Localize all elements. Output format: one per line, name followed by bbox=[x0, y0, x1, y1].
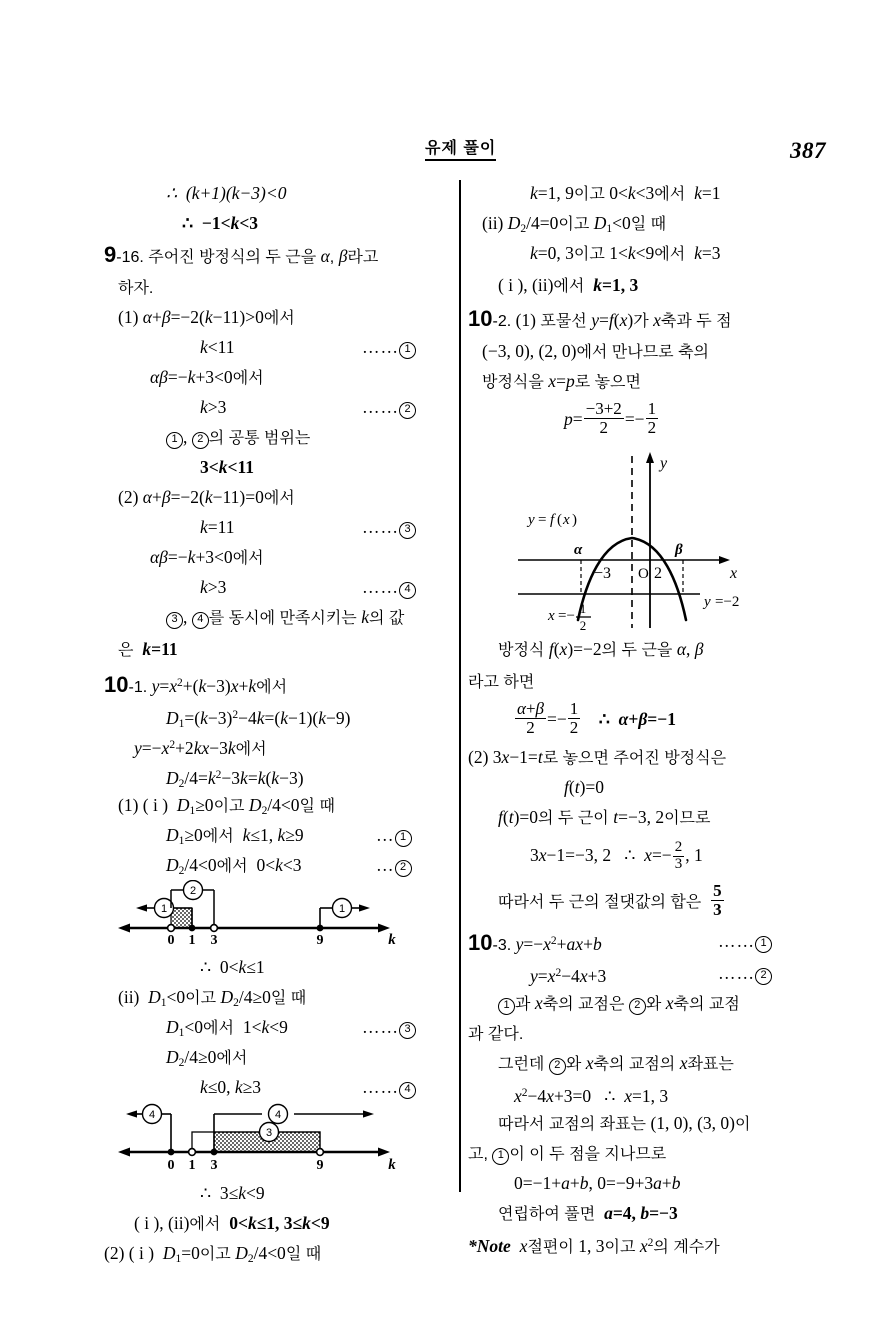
text-line: 고, 1 이 이 두 점을 지나므로 bbox=[468, 1146, 667, 1163]
svg-text:y: y bbox=[704, 594, 711, 610]
problem-heading-9-16: 9-16. 주어진 방정식의 두 근을 α, β라고 bbox=[104, 242, 379, 267]
equation-alpha-beta: $\frac{\alpha+\beta}{2}$ =− $\frac{1}{2}$ ∴ α+β=−1 bbox=[517, 699, 676, 737]
text-line: $y=x^2-4x+3$ …… 2 bbox=[468, 958, 820, 988]
text-line: 과 같다. bbox=[468, 1026, 524, 1043]
svg-text:β: β bbox=[675, 542, 683, 558]
text-line: k=0, 3이고 1<k<9에서 k=3 bbox=[530, 243, 721, 263]
text-line: $D_1=(k-3)^2-4k=(k-1)(k-9)$ bbox=[166, 708, 351, 730]
svg-text:α: α bbox=[574, 542, 583, 558]
numberline-case-ii bbox=[104, 1102, 454, 1178]
text-line: 따라서 두 근의 절댓값의 합은 $\frac{5}{3}$ bbox=[498, 881, 722, 919]
text-line: ∴ −1<k<3 bbox=[182, 213, 259, 233]
svg-text:1: 1 bbox=[188, 933, 196, 948]
equation-axis-p: p= $\frac{-3+2}{2}$ =− $\frac{1}{2}$ bbox=[564, 399, 657, 437]
text-line: ( i ), (ii)에서 k=1, 3 bbox=[498, 275, 639, 295]
page-title: 유제 풀이 bbox=[425, 140, 496, 161]
text-line: 연립하여 풀면 a=4, b=−3 bbox=[498, 1203, 678, 1223]
parabola-graph bbox=[468, 442, 820, 632]
svg-text:2: 2 bbox=[189, 885, 197, 897]
text-line: 3 , 4 를 동시에 만족시키는 k의 값 bbox=[104, 602, 454, 632]
text-line: ( i ), (ii)에서 0<k≤1, 3≤k<9 bbox=[134, 1213, 330, 1233]
text-line: αβ=−k+3<0에서 bbox=[150, 367, 264, 387]
svg-text:x: x bbox=[730, 565, 738, 582]
numberline-case-i bbox=[104, 880, 454, 952]
svg-text:9: 9 bbox=[316, 1158, 324, 1173]
svg-text:O: O bbox=[638, 566, 649, 582]
text-line: 3x−1=−3, 2 ∴ x=− $\frac{2}{3}$ , 1 bbox=[530, 839, 703, 872]
page-number: 387 bbox=[790, 138, 826, 163]
problem-heading-10-2: 10-2. (1) 포물선 y=f(x)가 x축과 두 점 bbox=[468, 306, 732, 331]
left-column bbox=[104, 178, 454, 1268]
text-line: $x^2-4x+3=0$ ∴ x=1, 3 bbox=[514, 1086, 669, 1106]
text-line: (2) α+β=−2(k−11)=0에서 bbox=[118, 487, 295, 507]
svg-text:9: 9 bbox=[316, 933, 324, 948]
text-line: 은 k=11 bbox=[118, 639, 178, 659]
text-line: k>3 …… 4 bbox=[104, 572, 454, 602]
svg-text:1: 1 bbox=[160, 903, 168, 915]
text-line: (2) 3x−1=t로 놓으면 주어진 방정식은 bbox=[468, 747, 727, 767]
svg-text:2: 2 bbox=[654, 565, 662, 582]
svg-text:f: f bbox=[550, 512, 555, 528]
svg-text:1: 1 bbox=[579, 601, 587, 616]
text-line: (1) ( i ) $D_1\ge 0$이고 $D_2/4<0$일 때 bbox=[118, 795, 335, 817]
svg-text:0: 0 bbox=[167, 1158, 175, 1173]
text-line: ∴ 3≤k<9 bbox=[200, 1183, 265, 1203]
text-line: 1 , 2 의 공통 범위는 bbox=[104, 422, 454, 452]
svg-text:3: 3 bbox=[210, 1158, 218, 1173]
text-line: 따라서 교점의 좌표는 (1, 0), (3, 0)이 bbox=[498, 1113, 751, 1133]
text-line: (2) ( i ) $D_1=0$이고 $D_2/4<0$일 때 bbox=[104, 1243, 322, 1265]
svg-text:y: y bbox=[660, 455, 668, 472]
text-line: k=11 …… 3 bbox=[104, 512, 454, 542]
svg-text:k: k bbox=[388, 932, 396, 948]
text-line: $D_2/4=k^2-3k=k(k-3)$ bbox=[166, 768, 304, 790]
text-line: ∴ 0<k≤1 bbox=[200, 957, 265, 977]
text-line: $D_2/4<0$에서 0<k<3 … 2 bbox=[104, 850, 454, 880]
note-line: *Note x절편이 1, 3이고 $x^2$의 계수가 bbox=[468, 1236, 720, 1256]
svg-text:=−: =− bbox=[558, 608, 575, 624]
svg-text:−3: −3 bbox=[594, 565, 612, 582]
text-line: 방정식 f(x)=−2의 두 근을 α, β bbox=[498, 639, 704, 659]
text-line: αβ=−k+3<0에서 bbox=[150, 547, 264, 567]
problem-heading-10-1: 10-1. $y=x^2+(k-3)x+k$에서 bbox=[104, 672, 288, 697]
right-column bbox=[468, 178, 820, 1258]
svg-text:4: 4 bbox=[148, 1109, 156, 1121]
text-line: (−3, 0), (2, 0)에서 만나므로 축의 bbox=[482, 341, 709, 361]
svg-text:): ) bbox=[572, 512, 577, 528]
text-line: 1 과 x축의 교점은 2 와 x축의 교점 bbox=[468, 988, 820, 1018]
text-line: (ii) $D_2/4=0$이고 $D_1<0$일 때 bbox=[482, 213, 667, 235]
svg-text:3: 3 bbox=[265, 1127, 273, 1139]
problem-heading-10-3: 10-3. $y=-x^2+ax+b$ …… 1 bbox=[468, 924, 820, 958]
text-line: 0=−1+a+b, 0=−9+3a+b bbox=[514, 1173, 681, 1193]
text-line: (ii) $D_1<0$이고 $D_2/4\ge 0$일 때 bbox=[118, 987, 307, 1009]
svg-text:2: 2 bbox=[579, 618, 587, 632]
svg-text:1: 1 bbox=[188, 1158, 196, 1173]
text-line: $D_1<0$에서 1<k<9 …… 3 bbox=[104, 1012, 454, 1042]
svg-text:1: 1 bbox=[338, 903, 346, 915]
text-line: 하자. bbox=[118, 280, 154, 297]
svg-text:x: x bbox=[548, 608, 555, 624]
text-line: 라고 하면 bbox=[468, 674, 535, 691]
numberline-case-i-svg bbox=[104, 880, 454, 952]
svg-text:4: 4 bbox=[274, 1109, 282, 1121]
text-line: 3<k<11 bbox=[200, 457, 254, 477]
text-line: f(t)=0의 두 근이 t=−3, 2이므로 bbox=[498, 807, 711, 827]
column-divider bbox=[459, 180, 461, 1192]
svg-text:=−2: =−2 bbox=[715, 594, 740, 610]
page-header bbox=[100, 140, 826, 174]
numberline-case-ii-svg bbox=[104, 1102, 454, 1178]
text-line: 그런데 2 와 x축의 교점의 x좌표는 bbox=[498, 1053, 734, 1073]
svg-text:3: 3 bbox=[210, 933, 218, 948]
text-line: $D_1\ge 0$에서 k≤1, k≥9 … 1 bbox=[104, 820, 454, 850]
text-line: $y=-x^2+2kx-3k$에서 bbox=[134, 738, 267, 758]
text-line: (1) α+β=−2(k−11)>0에서 bbox=[118, 307, 295, 327]
svg-text:x: x bbox=[563, 512, 570, 528]
text-line: k<11 …… 1 bbox=[104, 332, 454, 362]
svg-text:(: ( bbox=[557, 512, 562, 528]
text-line: k≤0, k≥3 …… 4 bbox=[104, 1072, 454, 1102]
text-line: ∴ (k+1)(k−3)<0 bbox=[166, 183, 287, 203]
parabola-graph-svg bbox=[468, 442, 820, 632]
svg-text:=: = bbox=[538, 512, 547, 528]
text-line: k>3 …… 2 bbox=[104, 392, 454, 422]
text-line: $D_2/4\ge 0$에서 bbox=[166, 1047, 248, 1069]
text-line: 방정식을 x=p로 놓으면 bbox=[482, 371, 641, 391]
text-line: k=1, 9이고 0<k<3에서 k=1 bbox=[530, 183, 721, 203]
svg-text:y: y bbox=[528, 512, 535, 528]
svg-text:k: k bbox=[388, 1157, 396, 1173]
svg-text:0: 0 bbox=[167, 933, 175, 948]
text-line: f(t)=0 bbox=[564, 777, 605, 797]
